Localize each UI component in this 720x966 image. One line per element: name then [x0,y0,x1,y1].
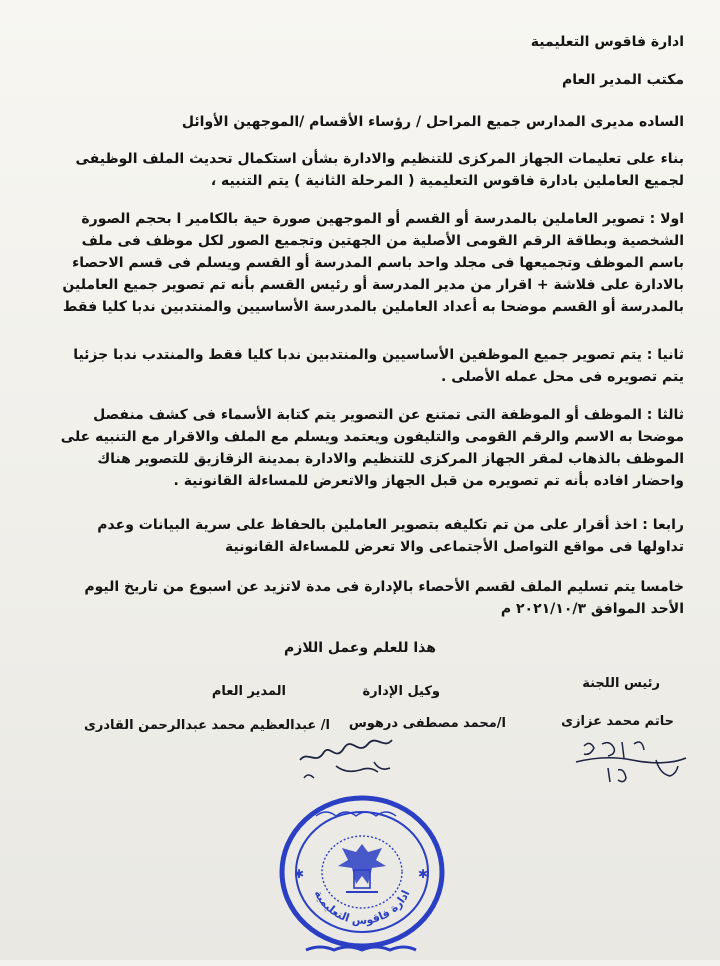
paragraph-fourth [40,514,684,558]
deputy-signature [296,722,406,788]
deputy-signature-graphic [296,722,406,784]
text-line: اولا : تصوير العاملين بالمدرسة أو القسم أو الموجهين صورة حية بالكامير ا بحجم الصورة [81,211,684,227]
text-line: موضحا به الاسم والرقم القومى والتليفون ويعتمد ويسلم مع الملف والاقرار مع التنبيه على [60,429,684,445]
svg-text:✱: ✱ [418,867,429,881]
svg-text:ادارة فاقوس التعليمية [312,888,413,927]
text-line: رابعا : اخذ أقرار على من تم تكليفه بتصوير العاملين بالحفاظ على سرية البيانات وعدم [97,517,684,533]
text-line: واحضار افاده بأنه تم تصويره من قبل الجهاز والاتعرض للمساءلة القانونية . [173,473,684,489]
text-line: بالمدرسة أو القسم موضحا به أعداد العاملين بالمدرسة الأساسيين والمنتدبين ندبا كليا فقط [62,299,684,315]
office-name: مكتب المدير العام [561,72,684,88]
svg-text:✱: ✱ [294,867,305,881]
director-title: المدير العام [211,684,286,699]
text-line: الأحد الموافق ٢٠٢١/١٠/٣ م [500,601,684,617]
text-line: لجميع العاملين بادارة فاقوس التعليمية ( المرحلة الثانية ) يتم التنبيه ، [210,173,684,189]
text-line: بناء على تعليمات الجهاز المركزى للتنظيم والادارة بشأن استكمال تحديث الملف الوظيفى [75,151,684,167]
text-line: تداولها فى مواقع التواصل الأجتماعى والا تعرض للمساءلة القانونية [225,539,684,555]
text-line: الشخصية وبطاقة الرقم القومى الأصلية من الجهتين وتجميع الصور لكل موظف فى ملف [81,233,684,249]
handwritten-date [572,738,692,792]
committee-head-title: رئيس اللجنة [582,676,660,691]
handwritten-date-graphic [572,738,692,788]
text-line: بالادارة على فلاشة + اقرار من مدير المدرسة أو رئيس القسم بأنه تم تصوير جميع العاملين [62,277,684,293]
text-line: ثانيا : يتم تصوير جميع الموظفين الأساسيين والمنتدبين ندبا كليا فقط والمنتدب ندبا جزئيا [73,347,684,363]
text-line: باسم الموظف وتجميعها فى مجلد واحد باسم المدرسة أو القسم ويسلم فى قسم الاحصاء [72,255,684,271]
intro-paragraph [40,148,684,192]
text-line: يتم تصويره فى محل عمله الأصلى . [441,369,684,385]
closing-line: هذا للعلم وعمل اللازم [284,640,436,656]
text-line: خامسا يتم تسليم الملف لقسم الأحصاء بالإدارة فى مدة لاتزيد عن اسبوع من تاريخ اليوم [84,579,684,595]
stamp-seal-graphic [276,790,448,962]
paragraph-third [40,404,684,492]
text-line: الموظف بالذهاب لمقر الجهاز المركزى للتنظيم والادارة بمدينة الزقازيق للتصوير هناك [97,451,684,467]
director-name: ا/ عبدالعظيم محمد عبدالرحمن القادرى [83,718,330,733]
official-stamp [276,790,448,962]
committee-head-name: حاتم محمد عزازى [561,714,674,729]
deputy-name: ا/محمد مصطفى درهوس [348,716,506,731]
paragraph-second [40,344,684,388]
text-line: ثالثا : الموظف أو الموظفة التى تمتنع عن التصوير يتم كتابة الأسماء فى كشف منفصل [93,407,684,423]
stamp-text: ادارة فاقوس التعليمية [311,887,413,928]
deputy-title: وكيل الإدارة [362,684,440,699]
recipients-line: الساده مديرى المدارس جميع المراحل / رؤساء الأقسام /الموجهين الأوائل [181,114,684,130]
paragraph-first [40,208,684,318]
org-name: ادارة فاقوس التعليمية [530,34,684,50]
paragraph-fifth [40,576,684,620]
